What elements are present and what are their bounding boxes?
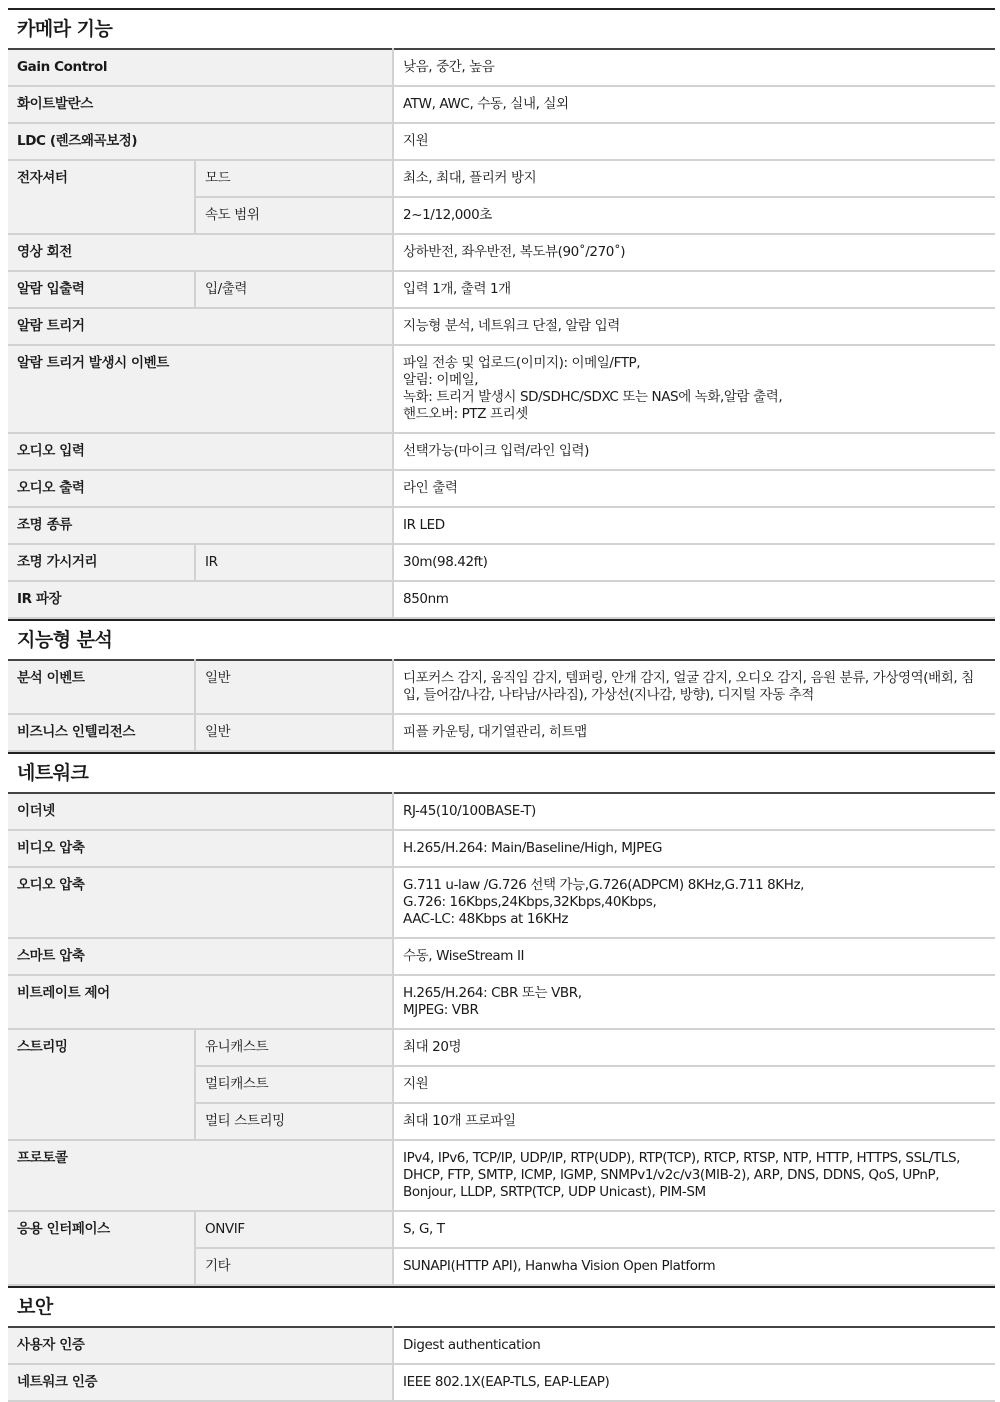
table-row — [8, 793, 995, 830]
row-label: 네트워크 인증 — [8, 1364, 393, 1401]
row-label: 비트레이트 제어 — [8, 975, 393, 1029]
row-value: RJ-45(10/100BASE-T) — [393, 793, 995, 830]
row-value: SUNAPI(HTTP API), Hanwha Vision Open Platform — [393, 1248, 995, 1285]
table-row — [8, 975, 995, 1029]
row-value: 최대 20명 — [393, 1029, 995, 1066]
spec-table-network — [8, 792, 995, 1286]
table-row — [8, 123, 995, 160]
row-label: 조명 가시거리 — [8, 544, 195, 581]
table-row — [8, 830, 995, 867]
row-sublabel: 멀티캐스트 — [195, 1066, 393, 1103]
section-title-intelligent-analytics: 지능형 분석 — [8, 619, 995, 659]
row-value: 지능형 분석, 네트워크 단절, 알람 입력 — [393, 308, 995, 345]
row-value: 낮음, 중간, 높음 — [393, 49, 995, 86]
table-row — [8, 581, 995, 618]
row-label: 영상 회전 — [8, 234, 393, 271]
table-row — [8, 271, 995, 308]
row-value: 최소, 최대, 플리커 방지 — [393, 160, 995, 197]
spec-table-security — [8, 1326, 995, 1402]
table-row — [8, 308, 995, 345]
row-label: 이더넷 — [8, 793, 393, 830]
row-label: 프로토콜 — [8, 1140, 393, 1211]
table-row — [8, 345, 995, 433]
row-label: 조명 종류 — [8, 507, 393, 544]
row-value: IR LED — [393, 507, 995, 544]
row-value: S, G, T — [393, 1211, 995, 1248]
row-value: H.265/H.264: CBR 또는 VBR, MJPEG: VBR — [393, 975, 995, 1029]
row-label: 알람 트리거 — [8, 308, 393, 345]
row-label: IR 파장 — [8, 581, 393, 618]
row-value: IPv4, IPv6, TCP/IP, UDP/IP, RTP(UDP), RTP(TCP), RTCP, RTSP, NTP, HTTP, HTTPS, SSL/TLS, DHCP, FTP, SMTP, ICMP, IGMP, SNMPv1/v2c/v3(MIB-2), ARP, DNS, DDNS, QoS, UPnP, Bonjour, LLDP, SRTP(TCP, UDP Unicast), PIM-SM — [393, 1140, 995, 1211]
section-title-camera-features: 카메라 기능 — [8, 8, 995, 48]
table-row — [8, 86, 995, 123]
row-value: IEEE 802.1X(EAP-TLS, EAP-LEAP) — [393, 1364, 995, 1401]
row-sublabel: 입/출력 — [195, 271, 393, 308]
table-row — [8, 1211, 995, 1248]
row-sublabel: 모드 — [195, 160, 393, 197]
row-label: LDC (렌즈왜곡보정) — [8, 123, 393, 160]
row-label: 오디오 입력 — [8, 433, 393, 470]
table-row — [8, 544, 995, 581]
table-row — [8, 1029, 995, 1066]
row-label: Gain Control — [8, 49, 393, 86]
row-label: 비즈니스 인텔리전스 — [8, 714, 195, 751]
table-row — [8, 660, 995, 714]
table-row — [8, 49, 995, 86]
row-value: 지원 — [393, 1066, 995, 1103]
section-title-security: 보안 — [8, 1286, 995, 1326]
row-sublabel: 멀티 스트리밍 — [195, 1103, 393, 1140]
spec-sheet — [8, 8, 995, 1402]
row-value: 라인 출력 — [393, 470, 995, 507]
row-value: 상하반전, 좌우반전, 복도뷰(90˚/270˚) — [393, 234, 995, 271]
row-sublabel: 속도 범위 — [195, 197, 393, 234]
row-label: 알람 트리거 발생시 이벤트 — [8, 345, 393, 433]
row-value: 수동, WiseStream II — [393, 938, 995, 975]
table-row — [8, 470, 995, 507]
row-value: 30m(98.42ft) — [393, 544, 995, 581]
row-label: 오디오 압축 — [8, 867, 393, 938]
row-label: 전자셔터 — [8, 160, 195, 234]
row-label: 분석 이벤트 — [8, 660, 195, 714]
row-value: 파일 전송 및 업로드(이미지): 이메일/FTP, 알림: 이메일, 녹화: 트리거 발생시 SD/SDHC/SDXC 또는 NAS에 녹화,알람 출력, 핸드오버: PTZ 프리셋 — [393, 345, 995, 433]
row-value: Digest authentication — [393, 1327, 995, 1364]
row-value: ATW, AWC, 수동, 실내, 실외 — [393, 86, 995, 123]
table-row — [8, 1327, 995, 1364]
row-label: 오디오 출력 — [8, 470, 393, 507]
table-row — [8, 234, 995, 271]
row-label: 비디오 압축 — [8, 830, 393, 867]
table-row — [8, 160, 995, 197]
spec-table-camera-features — [8, 48, 995, 619]
table-row — [8, 867, 995, 938]
row-label: 응용 인터페이스 — [8, 1211, 195, 1285]
row-value: G.711 u-law /G.726 선택 가능,G.726(ADPCM) 8KHz,G.711 8KHz, G.726: 16Kbps,24Kbps,32Kbps,40Kbps, AAC-LC: 48Kbps at 16KHz — [393, 867, 995, 938]
row-value: 피플 카운팅, 대기열관리, 히트맵 — [393, 714, 995, 751]
section-title-network: 네트워크 — [8, 752, 995, 792]
table-row — [8, 714, 995, 751]
row-sublabel: 일반 — [195, 714, 393, 751]
table-row — [8, 507, 995, 544]
row-sublabel: ONVIF — [195, 1211, 393, 1248]
row-value: H.265/H.264: Main/Baseline/High, MJPEG — [393, 830, 995, 867]
row-value: 최대 10개 프로파일 — [393, 1103, 995, 1140]
table-row — [8, 433, 995, 470]
row-value: 지원 — [393, 123, 995, 160]
table-row — [8, 938, 995, 975]
table-row — [8, 1140, 995, 1211]
row-value: 선택가능(마이크 입력/라인 입력) — [393, 433, 995, 470]
row-label: 스트리밍 — [8, 1029, 195, 1140]
row-value: 입력 1개, 출력 1개 — [393, 271, 995, 308]
spec-table-intelligent-analytics — [8, 659, 995, 752]
row-label: 알람 입출력 — [8, 271, 195, 308]
row-sublabel: 유니캐스트 — [195, 1029, 393, 1066]
row-label: 화이트발란스 — [8, 86, 393, 123]
row-sublabel: IR — [195, 544, 393, 581]
row-label: 스마트 압축 — [8, 938, 393, 975]
table-row — [8, 1364, 995, 1401]
row-sublabel: 일반 — [195, 660, 393, 714]
row-sublabel: 기타 — [195, 1248, 393, 1285]
row-value: 2~1/12,000초 — [393, 197, 995, 234]
row-value: 디포커스 감지, 움직임 감지, 템퍼링, 안개 감지, 얼굴 감지, 오디오 감지, 음원 분류, 가상영역(배회, 침입, 들어감/나감, 나타남/사라짐), 가상선(지나감, 방향), 디지털 자동 추적 — [393, 660, 995, 714]
row-label: 사용자 인증 — [8, 1327, 393, 1364]
row-value: 850nm — [393, 581, 995, 618]
